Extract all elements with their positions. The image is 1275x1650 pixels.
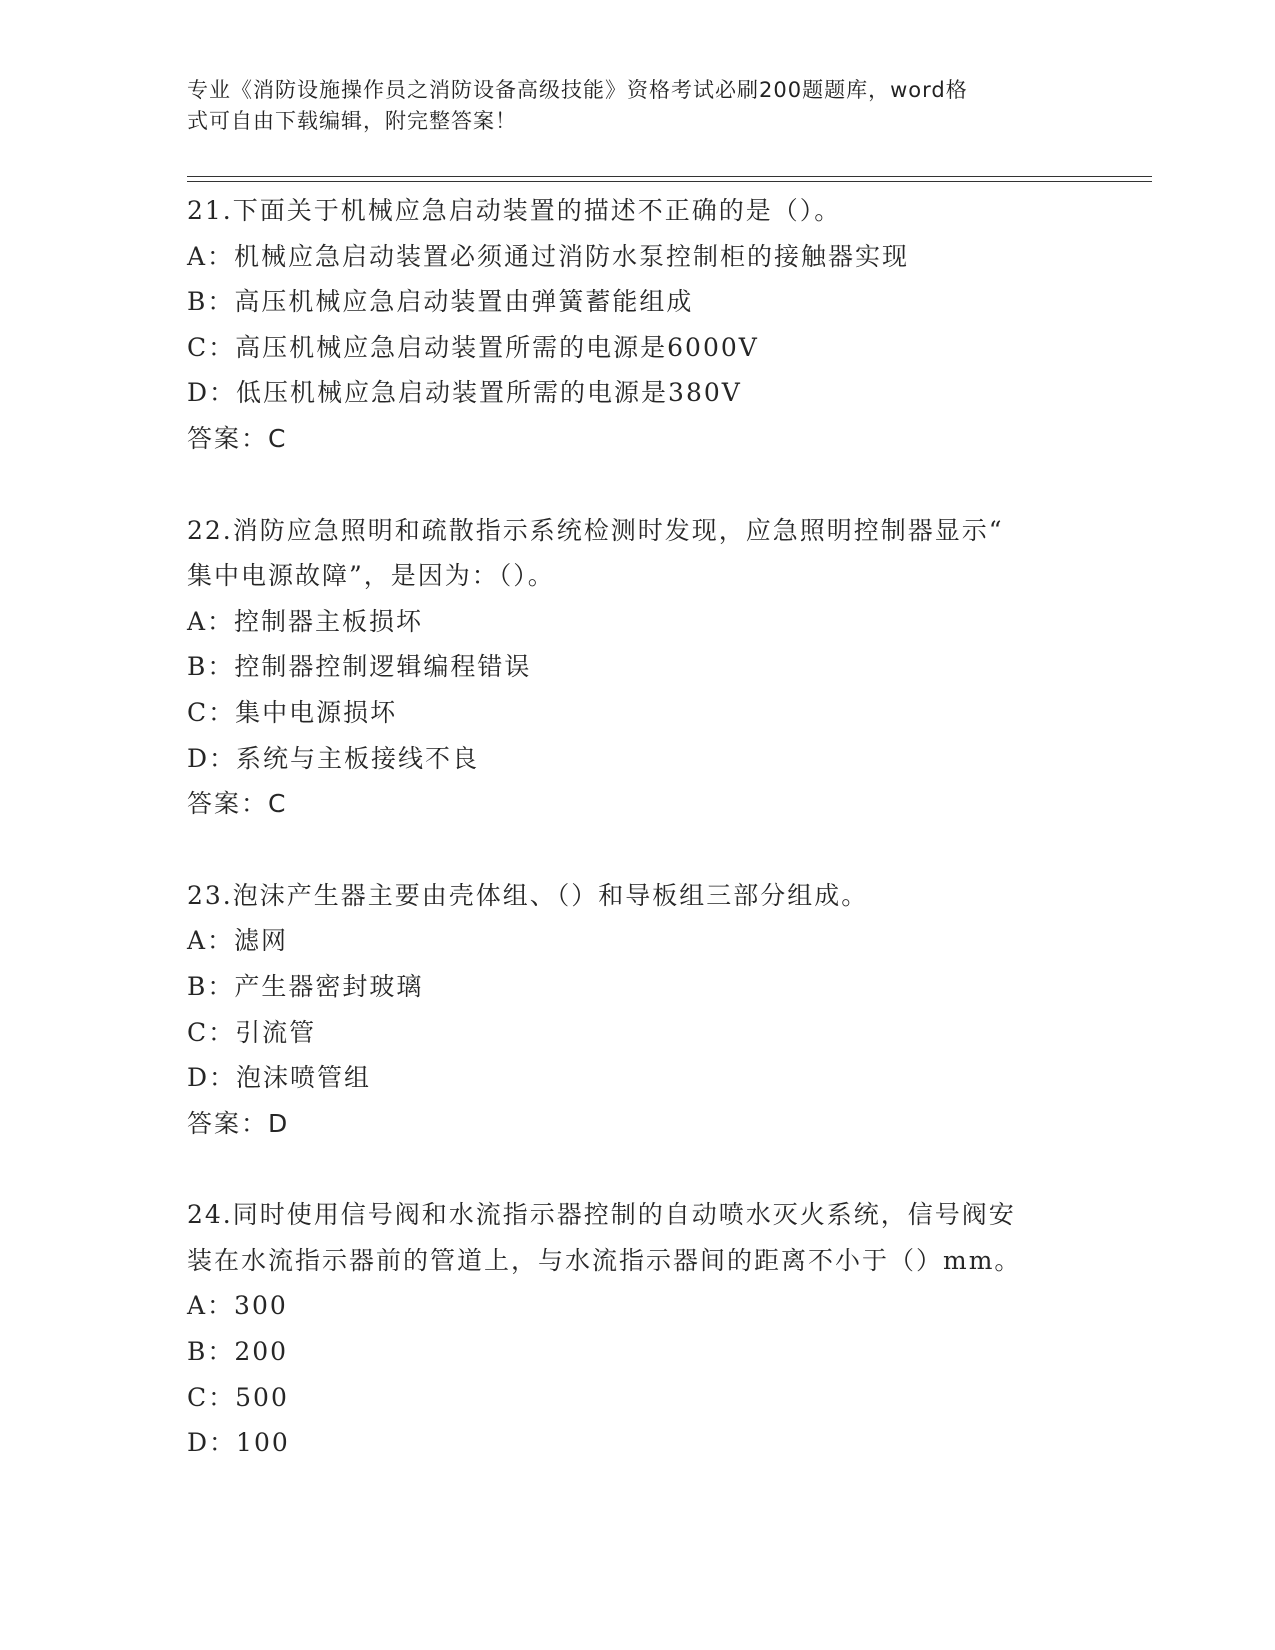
question-stem-line: 23.泡沫产生器主要由壳体组、（）和导板组三部分组成。 bbox=[187, 880, 869, 910]
answer-line: 答案：C bbox=[187, 423, 288, 453]
question-stem bbox=[187, 873, 1087, 919]
question-stem-line: 装在水流指示器前的管道上，与水流指示器间的距离不小于（）mm。 bbox=[187, 1245, 1022, 1275]
option-d: D：100 bbox=[187, 1428, 290, 1458]
question-22 bbox=[187, 508, 1087, 827]
option-d: D：泡沫喷管组 bbox=[187, 1063, 372, 1093]
question-stem bbox=[187, 1192, 1087, 1283]
question-stem-line: 22.消防应急照明和疏散指示系统检测时发现，应急照明控制器显示“ bbox=[187, 515, 1004, 545]
option-b: B：控制器控制逻辑编程错误 bbox=[187, 652, 532, 682]
answer-line: 答案：D bbox=[187, 1108, 290, 1138]
option-c: C：500 bbox=[187, 1382, 289, 1412]
question-stem-line: 集中电源故障”，是因为：（）。 bbox=[187, 561, 555, 591]
option-b: B：200 bbox=[187, 1337, 289, 1367]
document-header bbox=[187, 75, 1067, 137]
question-23 bbox=[187, 873, 1087, 1147]
option-b: B：高压机械应急启动装置由弹簧蓄能组成 bbox=[187, 287, 694, 317]
question-stem-line: 21.下面关于机械应急启动装置的描述不正确的是（）。 bbox=[187, 196, 842, 225]
option-a: A：滤网 bbox=[187, 926, 289, 956]
option-c: C：引流管 bbox=[187, 1017, 317, 1047]
header-divider-top bbox=[187, 176, 1152, 177]
question-stem-line: 24.同时使用信号阀和水流指示器控制的自动喷水灭火系统，信号阀安 bbox=[187, 1200, 1016, 1230]
option-a: A：300 bbox=[187, 1291, 288, 1321]
answer-line: 答案：C bbox=[187, 789, 288, 819]
option-b: B：产生器密封玻璃 bbox=[187, 971, 424, 1001]
option-d: D：系统与主板接线不良 bbox=[187, 743, 480, 773]
header-line-2: 式可自由下载编辑，附完整答案！ bbox=[187, 109, 517, 133]
header-divider-bottom bbox=[187, 181, 1152, 182]
option-a: A：机械应急启动装置必须通过消防水泵控制柜的接触器实现 bbox=[187, 241, 910, 271]
question-stem bbox=[187, 188, 1087, 234]
question-24 bbox=[187, 1192, 1087, 1466]
question-list bbox=[187, 188, 1087, 1512]
question-stem bbox=[187, 508, 1087, 599]
option-a: A：控制器主板损坏 bbox=[187, 606, 424, 636]
option-d: D：低压机械应急启动装置所需的电源是380V bbox=[187, 378, 742, 408]
option-c: C：集中电源损坏 bbox=[187, 697, 398, 727]
question-21 bbox=[187, 188, 1087, 462]
option-c: C：高压机械应急启动装置所需的电源是6000V bbox=[187, 332, 759, 362]
header-line-1: 专业《消防设施操作员之消防设备高级技能》资格考试必刷200题题库，word格 bbox=[187, 78, 968, 102]
